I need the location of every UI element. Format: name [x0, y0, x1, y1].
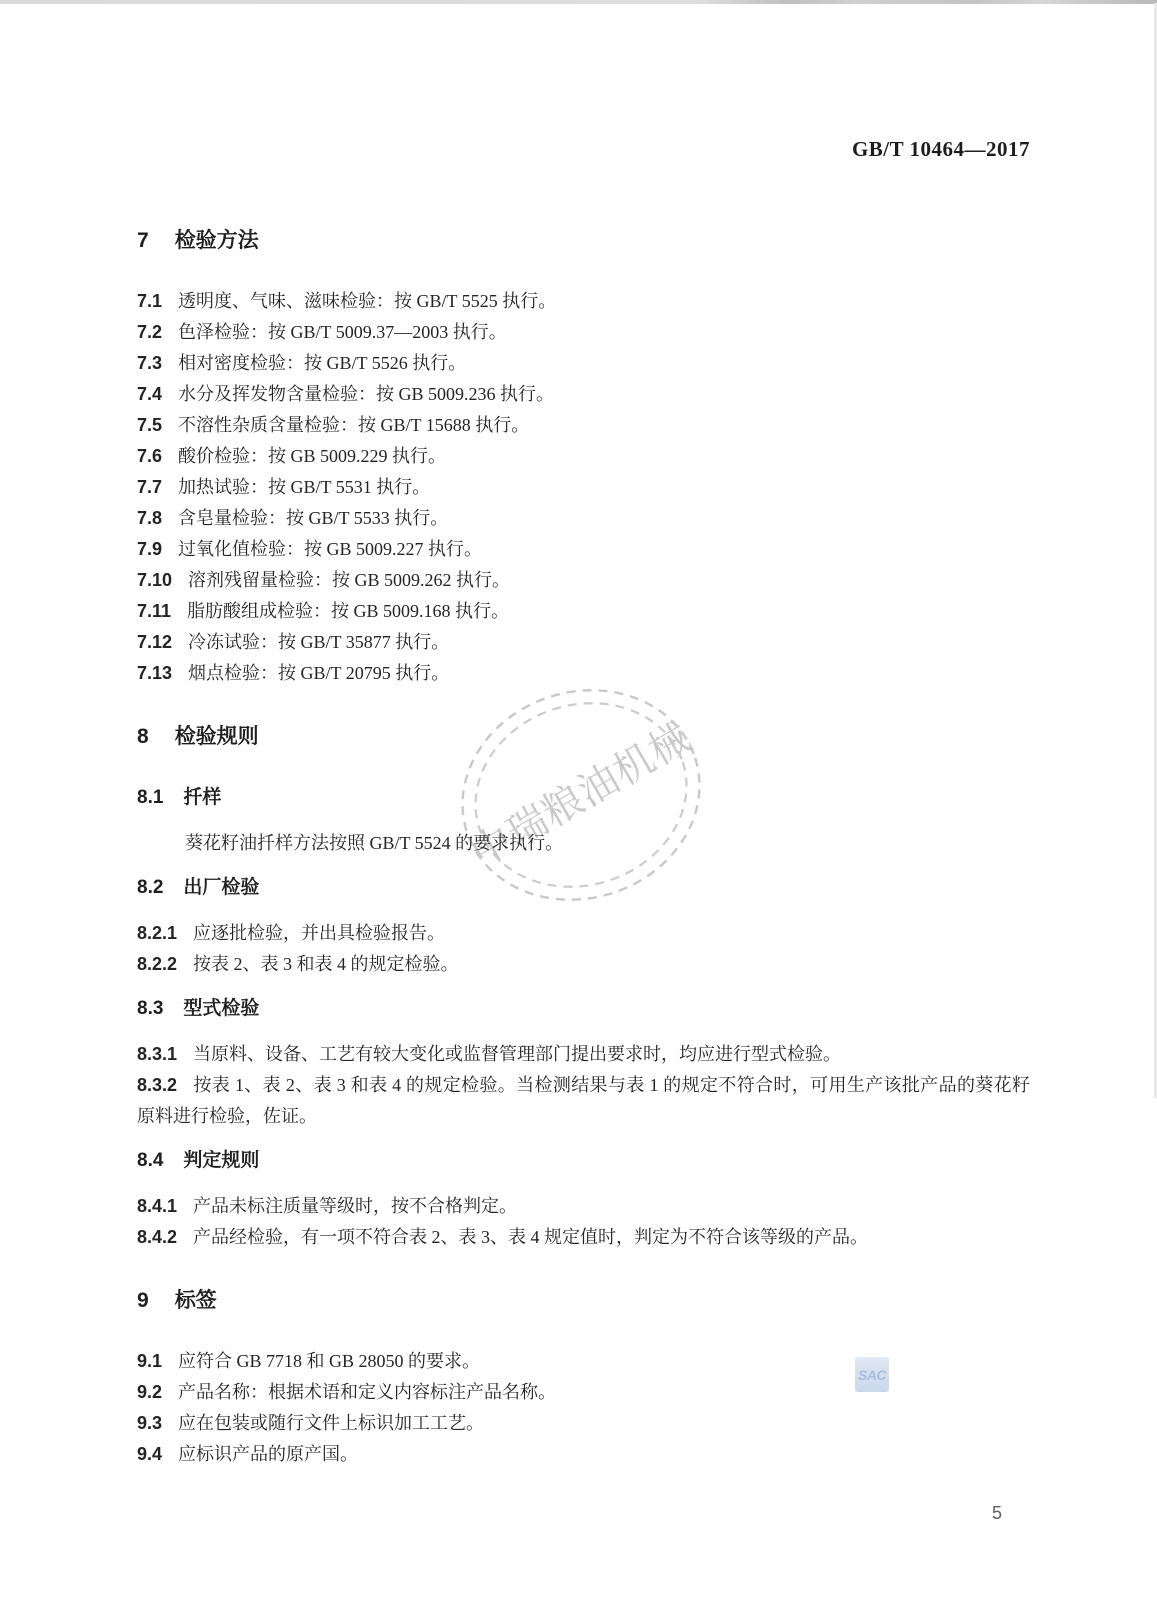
clause-number: 8.4.2: [137, 1227, 178, 1247]
clause-number: 8.3.2: [137, 1075, 178, 1095]
clause-number: 9.4: [137, 1444, 163, 1464]
clause-item: [137, 658, 1030, 689]
clause-text: 出厂检验: [183, 877, 260, 898]
clause-text: 应符合 GB 7718 和 GB 28050 的要求。: [178, 1351, 481, 1371]
clause-number: 7.1: [137, 291, 163, 311]
clause-number: 7.6: [137, 446, 163, 466]
clause-number: 9.2: [137, 1382, 163, 1402]
clause-text: 过氧化值检验：按 GB 5009.227 执行。: [178, 539, 483, 559]
clause-item: [137, 1377, 1030, 1408]
clause-text: 检验方法: [174, 229, 259, 252]
clause-number: 8.3.1: [137, 1044, 178, 1064]
clause-text: 烟点检验：按 GB/T 20795 执行。: [188, 663, 450, 683]
clause-number: 7.12: [137, 632, 173, 652]
clause-number: 9: [137, 1289, 149, 1312]
clause-text: 按表 1、表 2、表 3 和表 4 的规定检验。当检测结果与表 1 的规定不符合时，可用生产该批产品的葵花籽原料进行检验，佐证。: [137, 1075, 1030, 1126]
clause-number: 8.2.2: [137, 954, 178, 974]
clause-item: [137, 596, 1030, 627]
clause-text: 水分及挥发物含量检验：按 GB 5009.236 执行。: [178, 384, 555, 404]
clause-number: 7.4: [137, 384, 163, 404]
clause-item: [137, 1439, 1030, 1470]
page-number: 5: [992, 1503, 1003, 1523]
clause-text: 当原料、设备、工艺有较大变化或监督管理部门提出要求时，均应进行型式检验。: [193, 1044, 842, 1064]
clause-text: 判定规则: [183, 1150, 260, 1171]
watermark-text: 中瑞粮油机械: [463, 714, 700, 877]
clause-text: 脂肪酸组成检验：按 GB 5009.168 执行。: [187, 601, 510, 621]
clause-heading: [137, 1145, 1030, 1176]
standard-code-header: GB/T 10464—2017: [851, 137, 1030, 161]
paragraph: [137, 828, 1030, 859]
clause-heading: [137, 993, 1030, 1024]
clause-number: 7.11: [137, 601, 172, 621]
clause-item: [137, 534, 1030, 565]
clause-number: 7.3: [137, 353, 163, 373]
clause-number: 7.13: [137, 663, 173, 683]
clause-text: 标签: [174, 1289, 217, 1312]
clause-item: [137, 1191, 1030, 1222]
clause-number: 7.7: [137, 477, 163, 497]
clause-text: 酸价检验：按 GB 5009.229 执行。: [178, 446, 447, 466]
clause-text: 型式检验: [183, 998, 260, 1019]
clause-text: 扦样: [183, 787, 222, 808]
clause-text: 溶剂残留量检验：按 GB 5009.262 执行。: [188, 570, 511, 590]
clause-text: 产品未标注质量等级时，按不合格判定。: [193, 1196, 518, 1216]
clause-item: [137, 286, 1030, 317]
clause-number: 7.5: [137, 415, 163, 435]
clause-text: 检验规则: [174, 725, 259, 748]
clause-number: 8: [137, 725, 149, 748]
clause-item: [137, 1346, 1030, 1377]
clause-item: [137, 503, 1030, 534]
clause-item: [137, 565, 1030, 596]
clause-item: [137, 949, 1030, 980]
clause-text: 按表 2、表 3 和表 4 的规定检验。: [193, 954, 459, 974]
clause-number: 8.2.1: [137, 923, 178, 943]
clause-number: 7.10: [137, 570, 173, 590]
clause-heading: [137, 782, 1030, 813]
clause-text: 不溶性杂质含量检验：按 GB/T 15688 执行。: [178, 415, 530, 435]
clause-item: [137, 441, 1030, 472]
clause-text: 应逐批检验，并出具检验报告。: [193, 923, 446, 943]
clause-item: [137, 317, 1030, 348]
chapter-heading: [137, 721, 1030, 752]
sac-logo-text: SAC: [857, 1366, 887, 1383]
clause-number: 9.1: [137, 1351, 163, 1371]
clause-item: [137, 348, 1030, 379]
clause-number: 7.2: [137, 322, 163, 342]
clause-item: [137, 627, 1030, 658]
clause-item: [137, 1070, 1030, 1132]
clause-number: 9.3: [137, 1413, 163, 1433]
clause-heading: [137, 872, 1030, 903]
clause-text: 葵花籽油扦样方法按照 GB/T 5524 的要求执行。: [185, 833, 564, 853]
clause-number: 8.3: [137, 998, 164, 1019]
clause-number: 7.8: [137, 508, 163, 528]
clause-text: 含皂量检验：按 GB/T 5533 执行。: [178, 508, 449, 528]
clause-number: 7: [137, 229, 149, 252]
clause-item: [137, 1222, 1030, 1253]
clause-number: 8.1: [137, 787, 164, 808]
clause-number: 7.9: [137, 539, 163, 559]
clause-text: 透明度、气味、滋味检验：按 GB/T 5525 执行。: [178, 291, 557, 311]
clause-text: 冷冻试验：按 GB/T 35877 执行。: [188, 632, 450, 652]
clause-item: [137, 472, 1030, 503]
clause-item: [137, 1408, 1030, 1439]
clause-number: 8.4.1: [137, 1196, 178, 1216]
clause-text: 应在包装或随行文件上标识加工工艺。: [178, 1413, 485, 1433]
chapter-heading: [137, 1285, 1030, 1316]
chapter-heading: [137, 225, 1030, 256]
clause-text: 相对密度检验：按 GB/T 5526 执行。: [178, 353, 467, 373]
document-body: [137, 193, 1030, 1470]
clause-number: 8.4: [137, 1150, 164, 1171]
clause-text: 应标识产品的原产国。: [178, 1444, 359, 1464]
clause-item: [137, 379, 1030, 410]
clause-number: 8.2: [137, 877, 164, 898]
clause-text: 产品名称：根据术语和定义内容标注产品名称。: [178, 1382, 557, 1402]
clause-item: [137, 410, 1030, 441]
clause-text: 色泽检验：按 GB/T 5009.37—2003 执行。: [178, 322, 507, 342]
clause-item: [137, 1039, 1030, 1070]
scan-top-edge-artifact: [0, 0, 1157, 4]
clause-item: [137, 918, 1030, 949]
clause-text: 产品经检验，有一项不符合表 2、表 3、表 4 规定值时，判定为不符合该等级的产品。: [193, 1227, 869, 1247]
clause-text: 加热试验：按 GB/T 5531 执行。: [178, 477, 431, 497]
